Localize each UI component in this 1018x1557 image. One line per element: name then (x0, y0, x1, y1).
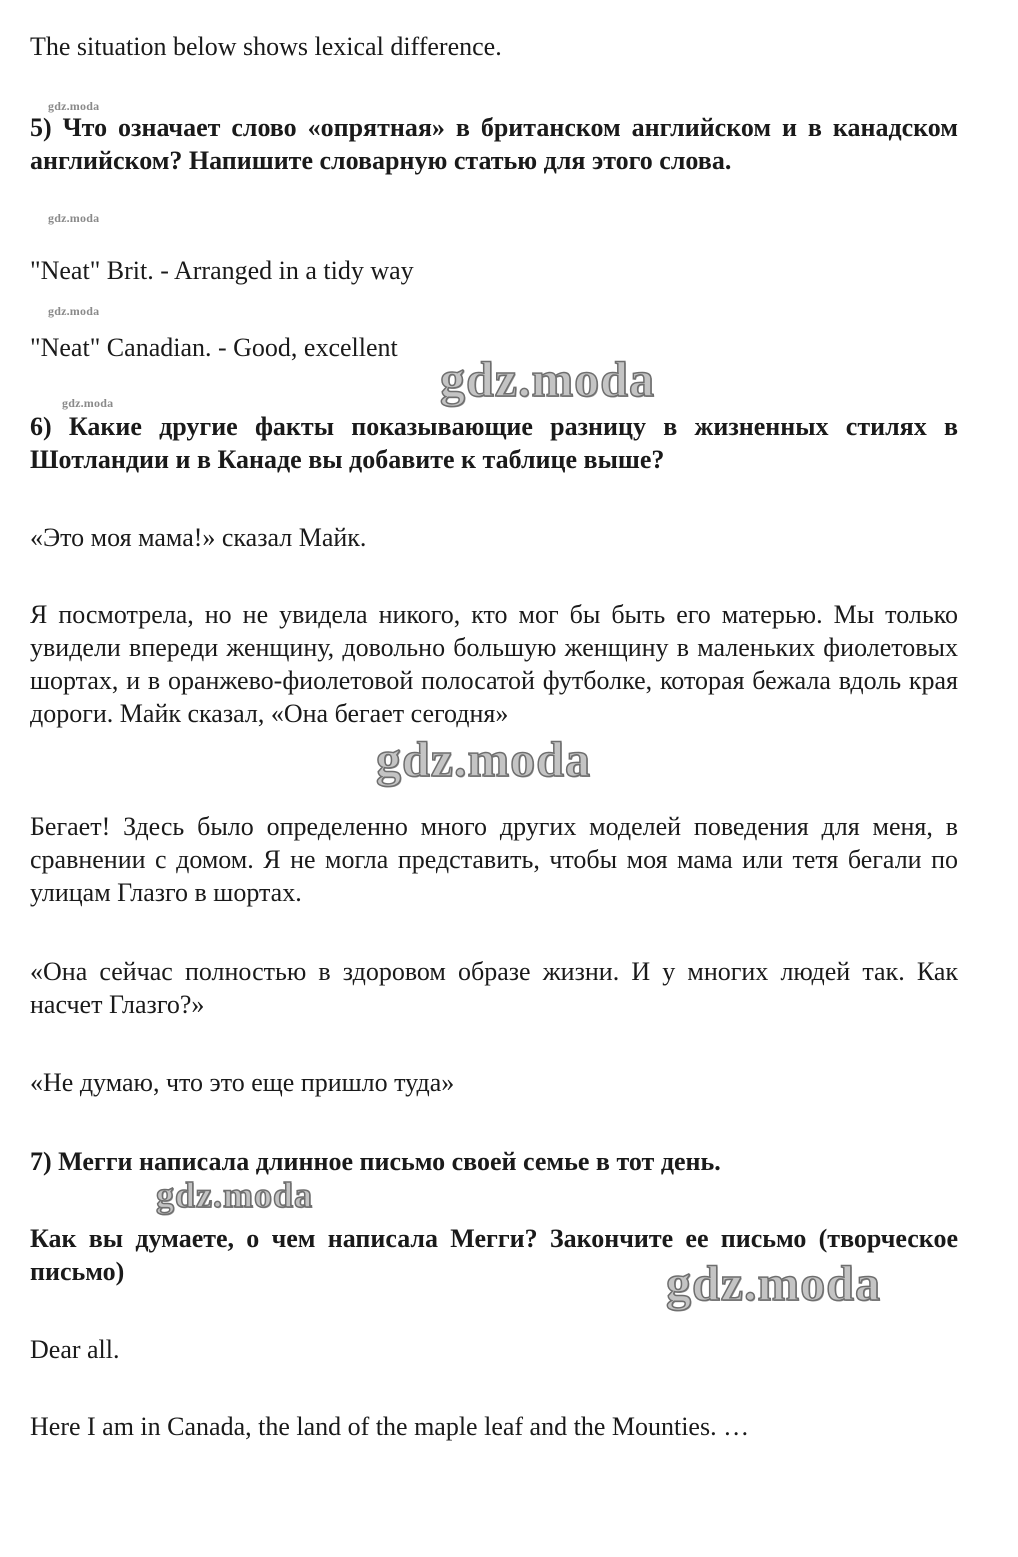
story-paragraph-1: «Это моя мама!» сказал Майк. (30, 523, 367, 552)
watermark-large: gdz.moda (666, 1255, 881, 1311)
letter-body: Here I am in Canada, the land of the maple leaf and the Mounties. … (30, 1412, 750, 1441)
watermark-small: gdz.moda (48, 99, 100, 113)
watermark-large: gdz.moda (156, 1175, 314, 1215)
question-7-task: Как вы думаете, о чем написала Мегги? Закончите ее письмо (творческое письмо) (30, 1224, 958, 1286)
letter-greeting: Dear all. (30, 1335, 120, 1364)
watermark-large: gdz.moda (440, 351, 655, 407)
story-paragraph-4: «Она сейчас полностью в здоровом образе жизни. И у многих людей так. Как насчет Глазго?» (30, 957, 958, 1019)
watermark-small: gdz.moda (62, 396, 114, 410)
watermark-small: gdz.moda (48, 211, 100, 225)
question-5: 5) Что означает слово «опрятная» в британском английском и в канадском английском? Напишите словарную статью для этого слова. (30, 113, 958, 175)
story-paragraph-3: Бегает! Здесь было определенно много других моделей поведения для меня, в сравнении с домом. Я не могла представить, чтобы моя мама или тетя бегали по улицам Глазго в шортах. (30, 812, 958, 907)
question-6: 6) Какие другие факты показывающие разницу в жизненных стилях в Шотландии и в Канаде вы добавите к таблице выше? (30, 412, 958, 474)
question-7: 7) Мегги написала длинное письмо своей семье в тот день. (30, 1147, 721, 1176)
watermark-large: gdz.moda (376, 731, 591, 787)
neat-canadian-definition: "Neat" Canadian. - Good, excellent (30, 333, 398, 362)
watermark-small: gdz.moda (48, 304, 100, 318)
neat-brit-definition: "Neat" Brit. - Arranged in a tidy way (30, 256, 414, 285)
story-paragraph-5: «Не думаю, что это еще пришло туда» (30, 1068, 455, 1097)
intro-text: The situation below shows lexical difference. (30, 32, 502, 61)
story-paragraph-2: Я посмотрела, но не увидела никого, кто мог бы быть его матерью. Мы только увидели впереди женщину, довольно большую женщину в маленьких фиолетовых шортах, и в оранжево-фиолетовой полосатой футболке, которая бежала вдоль края дороги. Майк сказал, «Она бегает сегодня» (30, 600, 958, 728)
